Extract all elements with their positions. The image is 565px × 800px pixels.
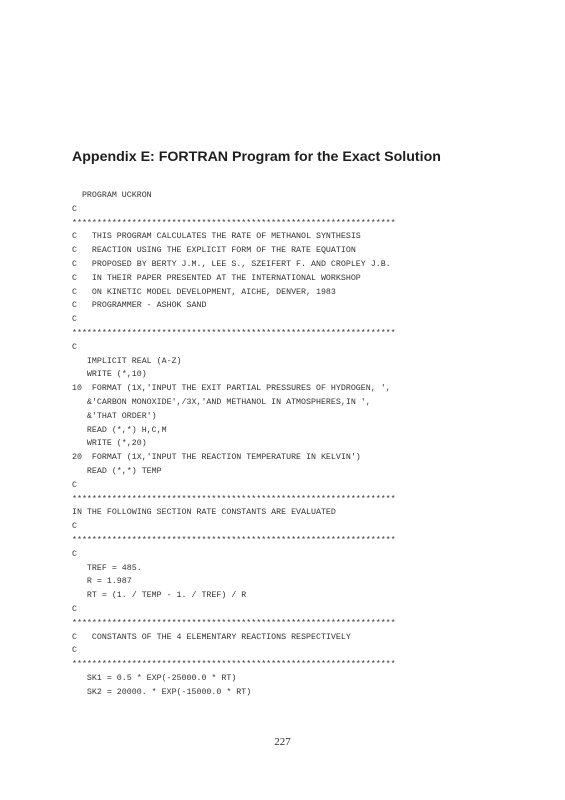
- code-line: *****************************************************************: [72, 535, 396, 545]
- code-line: SK2 = 20000. * EXP(-15000.0 * RT): [72, 687, 252, 697]
- code-line: SK1 = 0.5 * EXP(-25000.0 * RT): [72, 673, 237, 683]
- code-line: *****************************************************************: [72, 660, 396, 670]
- code-line: C: [72, 204, 77, 214]
- code-line: *****************************************************************: [72, 218, 396, 228]
- code-line: C: [72, 480, 77, 490]
- code-line: C PROPOSED BY BERTY J.M., LEE S., SZEIFERT F. AND CROPLEY J.B.: [72, 259, 391, 269]
- code-line: READ (*,*) TEMP: [72, 466, 162, 476]
- code-line: C: [72, 315, 77, 325]
- code-line: C REACTION USING THE EXPLICIT FORM OF THE RATE EQUATION: [72, 246, 356, 256]
- code-line: WRITE (*,10): [72, 370, 147, 380]
- code-line: C THIS PROGRAM CALCULATES THE RATE OF METHANOL SYNTHESIS: [72, 232, 361, 242]
- code-line: C: [72, 549, 77, 559]
- code-line: C PROGRAMMER - ASHOK SAND: [72, 301, 207, 311]
- code-line: C: [72, 522, 77, 532]
- page-number: 227: [274, 736, 291, 748]
- code-line: C: [72, 646, 77, 656]
- code-line: C IN THEIR PAPER PRESENTED AT THE INTERNATIONAL WORKSHOP: [72, 273, 361, 283]
- code-line: *****************************************************************: [72, 328, 396, 338]
- code-line: TREF = 485.: [72, 563, 142, 573]
- code-line: IN THE FOLLOWING SECTION RATE CONSTANTS ARE EVALUATED: [72, 508, 336, 518]
- code-line: 20 FORMAT (1X,'INPUT THE REACTION TEMPERATURE IN KELVIN'): [72, 453, 361, 463]
- code-line: &'CARBON MONOXIDE',/3X,'AND METHANOL IN ATMOSPHERES,IN ',: [72, 397, 371, 407]
- code-line: IMPLICIT REAL (A-Z): [72, 356, 182, 366]
- appendix-heading: Appendix E: FORTRAN Program for the Exact Solution: [72, 149, 441, 165]
- code-line: C: [72, 604, 77, 614]
- code-line: *****************************************************************: [72, 494, 396, 504]
- code-line: WRITE (*,20): [72, 439, 147, 449]
- code-line: PROGRAM UCKRON: [72, 191, 152, 200]
- code-line: 10 FORMAT (1X,'INPUT THE EXIT PARTIAL PRESSURES OF HYDROGEN, ',: [72, 384, 391, 394]
- fortran-code-listing: [72, 189, 396, 699]
- code-line: C: [72, 342, 77, 352]
- code-line: R = 1.987: [72, 577, 132, 587]
- code-line: &'THAT ORDER'): [72, 411, 157, 421]
- code-line: READ (*,*) H,C,M: [72, 425, 167, 435]
- code-line: RT = (1. / TEMP - 1. / TREF) / R: [72, 591, 247, 601]
- code-line: C ON KINETIC MODEL DEVELOPMENT, AICHE, DENVER, 1983: [72, 287, 336, 297]
- code-line: *****************************************************************: [72, 618, 396, 628]
- code-line: C CONSTANTS OF THE 4 ELEMENTARY REACTIONS RESPECTIVELY: [72, 632, 351, 642]
